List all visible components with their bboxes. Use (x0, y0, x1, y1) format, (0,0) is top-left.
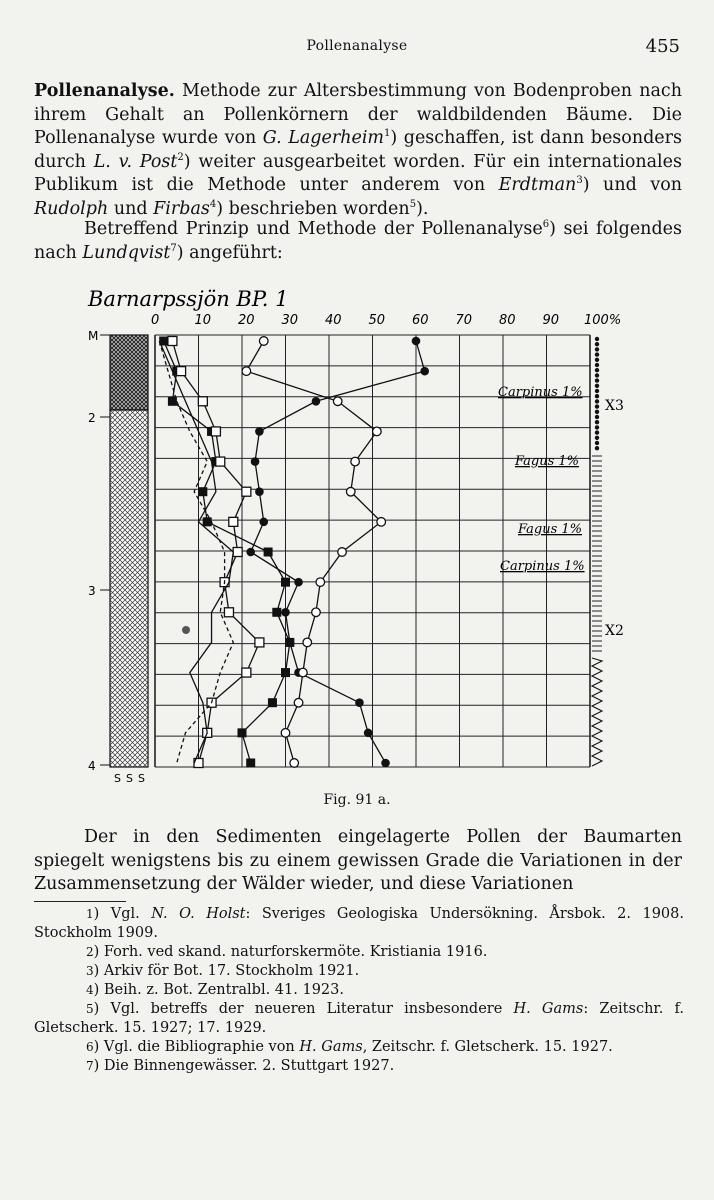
curve-oak-point (255, 638, 264, 647)
curve-oak-point (168, 337, 177, 346)
paragraph-method (34, 218, 682, 265)
curve-birch-point (242, 367, 251, 376)
curve-oak-point (242, 668, 251, 677)
curve-birch-point (373, 427, 382, 436)
x-tick-label: 70 (455, 313, 473, 328)
running-head (0, 38, 714, 58)
pollen-diagram-figure (80, 280, 640, 810)
curve-pine-point (381, 759, 390, 768)
curve-pine-point (312, 397, 321, 406)
footnote-ref-3: 3 (576, 175, 583, 187)
paragraph1-text-3: ) weiter ausgearbeitet worden. Für ein internationales Publikum ist die Methode unter anderem von (34, 151, 682, 195)
author-name-lagerheim: G. Lagerheim (262, 128, 385, 148)
curve-oak-point (216, 457, 225, 466)
footnote-4 (34, 981, 684, 1000)
sediment-label: S (114, 772, 121, 785)
zone-bead (595, 389, 599, 393)
footnote-2 (34, 943, 684, 962)
curve-birch-point (346, 487, 355, 496)
curve-pine-point (294, 578, 303, 587)
stratigraphy-upper (110, 335, 148, 410)
curve-pine-point (412, 337, 421, 346)
footnote-text: ) Die Binnengewässer. 2. Stuttgart 1927. (93, 1058, 395, 1074)
curve-birch-point (377, 518, 386, 527)
curve-alder-point (203, 517, 212, 526)
footnote-1 (34, 905, 684, 943)
footnote-number: 3 (86, 964, 94, 978)
curve-birch-point (351, 457, 360, 466)
curve-birch-point (290, 759, 299, 768)
taxon-annotation: Carpinus 1% (500, 559, 585, 574)
x-tick-label: 90 (542, 313, 560, 328)
zone-bead (595, 342, 599, 346)
paragraph1-text-7: ). (416, 198, 429, 219)
figure-caption: Fig. 91 a. (323, 792, 391, 808)
footnote-6 (34, 1038, 684, 1057)
footnote-ref-5: 5 (409, 198, 417, 210)
x-tick-label: 0 (151, 313, 160, 328)
curve-pine-point (364, 729, 373, 738)
curve-alder-point (268, 698, 277, 707)
zone-bead (595, 410, 599, 414)
curve-birch-point (281, 729, 290, 738)
curve-alder-point (238, 728, 247, 737)
paragraph2-text-3: ) angeführt: (176, 242, 283, 263)
curve-pine-point (281, 608, 290, 617)
zone-bead (595, 394, 599, 398)
footnote-text: ) Beih. z. Bot. Zentralbl. 41. 1923. (93, 982, 344, 998)
zone-bead (595, 441, 599, 445)
x-tick-label: 50 (368, 313, 386, 328)
author-name-rudolph: Rudolph (34, 198, 109, 219)
curve-birch-point (299, 668, 308, 677)
curve-birch-point (294, 698, 303, 707)
pollen-diagram (80, 280, 640, 790)
stratigraphy-lower (110, 410, 148, 767)
x-tick-label: 60 (412, 313, 429, 328)
footnote-ref-1: 1 (384, 128, 391, 140)
footnote-text: , Zeitschr. f. Gletscherk. 15. 1927. (362, 1039, 613, 1055)
curve-alder-point (264, 548, 273, 557)
depth-label: M (88, 329, 99, 343)
site-label: Barnarpssjön BP. 1 (88, 287, 289, 311)
footnote-ref-6: 6 (542, 219, 550, 231)
footnote-number: 4 (86, 983, 94, 997)
zone-label: X3 (605, 398, 624, 414)
footnote-number: 2 (86, 945, 94, 959)
footnote-author: H. Gams (299, 1039, 363, 1055)
paragraph1-text-6: ) beschrieben worden (216, 198, 410, 219)
curve-birch-point (303, 638, 312, 647)
zone-bead (595, 436, 599, 440)
footnote-number: 6 (86, 1040, 94, 1054)
footnote-text: : Sveriges Geologiska Undersökning. Årsbok. 2. 1908. Stockholm 1909. (34, 906, 684, 941)
zone-bead (595, 352, 599, 356)
zone-bead (595, 358, 599, 362)
curve-pine-point (355, 698, 364, 707)
paragraph-definition (34, 80, 682, 221)
author-name-post: L. v. Post (93, 151, 178, 172)
x-tick-label: 20 (238, 313, 255, 328)
curve-oak-point (229, 517, 238, 526)
paragraph3-text: Der in den Sedimenten eingelagerte Pollen der Baumarten spiegelt wenigstens bis zu einem gewissen Grade die Variationen in der Zusammensetzung der Wälder wieder, und diese Variationen (34, 827, 682, 894)
curve-alder-point (281, 578, 290, 587)
x-tick-label: 40 (325, 313, 342, 328)
zone-bead (595, 446, 599, 450)
curve-alder-point (198, 487, 207, 496)
footnote-7 (34, 1057, 684, 1076)
footnote-author: N. O. Holst (151, 906, 246, 922)
zone-bead (595, 420, 599, 424)
taxon-annotation: Fagus 1% (515, 454, 580, 469)
x-tick-label: 30 (281, 313, 299, 328)
author-name-erdtman: Erdtman (498, 175, 577, 195)
footnote-ref-4: 4 (209, 198, 217, 210)
zone-bead (595, 415, 599, 419)
curve-alder-point (281, 668, 290, 677)
curve-birch-point (316, 578, 325, 587)
zone-label: X2 (605, 623, 624, 639)
curve-birch-point (338, 548, 347, 557)
curve-oak-point (198, 397, 207, 406)
zone-bead (595, 373, 599, 377)
depth-label: 2 (88, 411, 96, 425)
special-marker (182, 626, 190, 634)
footnote-text: ) Vgl. (93, 906, 152, 922)
footnote-text: ) Forh. ved skand. naturforskermöte. Kristiania 1916. (93, 944, 488, 960)
sediment-label: S (138, 772, 145, 785)
zone-bead (595, 425, 599, 429)
running-title: Pollenanalyse (306, 38, 408, 54)
paragraph1-text-1: Methode zur Altersbestimmung von Bodenproben nach ihrem Gehalt an Pollenkörnern der waldbildenden Bäume. Die Pollenanalyse wurde von (34, 81, 682, 148)
curve-oak-point (211, 427, 220, 436)
x-tick-label: 80 (499, 313, 516, 328)
curve-birch-point (312, 608, 321, 617)
depth-label: 4 (88, 759, 96, 773)
curve-birch-point (333, 397, 342, 406)
x-tick-label: 100% (584, 313, 622, 328)
zone-bead (595, 384, 599, 388)
curve-pine-point (246, 548, 255, 557)
footnote-number: 7 (86, 1059, 94, 1073)
curve-pine-point (420, 367, 429, 376)
curve-oak-point (224, 608, 233, 617)
paragraph2-text-2: ) sei folgendes nach (34, 219, 682, 263)
footnote-text: ) Vgl. betreffs der neueren Literatur insbesondere (93, 1001, 514, 1017)
zone-bead (595, 399, 599, 403)
paragraph1-text-5: und (108, 198, 154, 219)
curve-oak-point (233, 548, 242, 557)
footnote-rule (34, 901, 126, 902)
curve-pine-point (255, 427, 264, 436)
curve-alder-point (272, 608, 281, 617)
footnotes (34, 905, 684, 1076)
taxon-annotation: Fagus 1% (518, 522, 583, 537)
taxon-annotation: Carpinus 1% (498, 385, 583, 400)
zone-bead (595, 378, 599, 382)
curve-pine-point (251, 457, 260, 466)
zone-zigzag (592, 658, 602, 766)
zone-bead (595, 430, 599, 434)
footnote-ref-7: 7 (170, 242, 177, 254)
x-tick-label: 10 (194, 313, 212, 328)
footnote-ref-2: 2 (177, 151, 184, 163)
page-number: 455 (645, 36, 680, 57)
footnote-number: 5 (86, 1002, 94, 1016)
sediment-label: S (126, 772, 133, 785)
zone-bead (595, 363, 599, 367)
footnote-author: H. Gams (513, 1001, 584, 1017)
zone-bead (595, 404, 599, 408)
zone-bead (595, 368, 599, 372)
paragraph2-text-1: Betreffend Prinzip und Methode der Pollenanalyse (84, 219, 543, 239)
depth-label: 3 (88, 584, 96, 598)
entry-headword: Pollenanalyse. (34, 81, 175, 101)
footnote-text: : Zeitschr. f. Gletscherk. 15. 1927; 17. 1929. (34, 1001, 684, 1036)
curve-alder-point (285, 638, 294, 647)
paragraph1-text-2: ) geschaffen, ist dann besonders durch (34, 128, 682, 172)
footnote-text: ) Vgl. die Bibliographie von (93, 1039, 300, 1055)
curve-pine-point (255, 487, 264, 496)
footnote-text: ) Arkiv för Bot. 17. Stockholm 1921. (93, 963, 360, 979)
curve-oak-point (177, 367, 186, 376)
author-name-lundqvist: Lundqvist (82, 242, 171, 263)
author-name-firbas: Firbas (153, 198, 210, 219)
footnote-number: 1 (86, 907, 94, 921)
zone-bead (595, 337, 599, 341)
paragraph1-text-4: ) und von (582, 175, 683, 195)
zone-bead (595, 347, 599, 351)
curve-birch-point (259, 337, 268, 346)
paragraph-sediments (34, 826, 682, 897)
footnote-3 (34, 962, 684, 981)
footnote-5 (34, 1000, 684, 1038)
curve-pine-point (259, 518, 268, 527)
curve-oak-point (242, 487, 251, 496)
curve-alder-point (246, 759, 255, 768)
